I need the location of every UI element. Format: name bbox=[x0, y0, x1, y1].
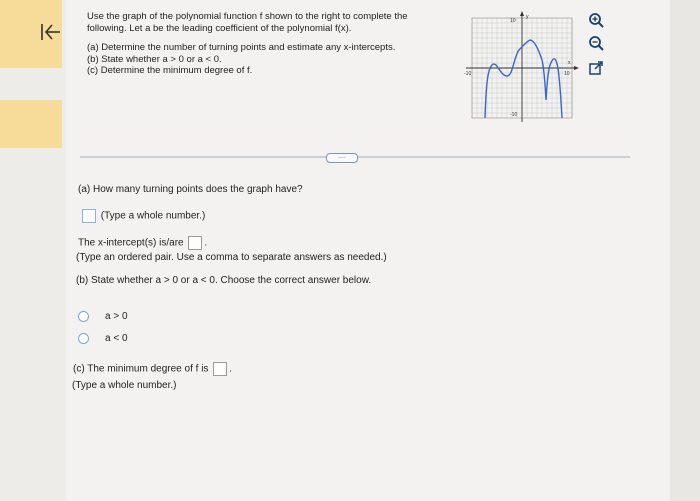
question-a-prompt: (a) How many turning points does the graph have? bbox=[78, 184, 303, 195]
turning-points-row bbox=[80, 209, 205, 223]
question-c-prompt: (c) The minimum degree of f is bbox=[73, 363, 209, 375]
problem-statement bbox=[87, 11, 447, 77]
polynomial-graph-svg bbox=[462, 10, 582, 122]
x-intercepts-input[interactable] bbox=[188, 236, 202, 250]
minimum-degree-input[interactable] bbox=[213, 362, 227, 376]
radio-button[interactable] bbox=[78, 311, 89, 322]
turning-points-input[interactable] bbox=[82, 209, 96, 223]
x-axis-label: x bbox=[568, 60, 571, 66]
question-b-prompt: (b) State whether a > 0 or a < 0. Choose the correct answer below. bbox=[76, 275, 372, 286]
x-intercepts-end: . bbox=[204, 237, 208, 249]
y-axis-label: y bbox=[526, 14, 529, 20]
option-label: a > 0 bbox=[105, 311, 128, 322]
intro-line-1: Use the graph of the polynomial function f shown to the right to complete the bbox=[87, 11, 408, 22]
x-intercepts-hint: (Type an ordered pair. Use a comma to separate answers as needed.) bbox=[76, 252, 387, 263]
graph-tools bbox=[586, 10, 610, 80]
first-page-icon[interactable] bbox=[38, 20, 64, 44]
x-max-label: 10 bbox=[564, 71, 570, 77]
task-c: (c) Determine the minimum degree of f. bbox=[87, 65, 253, 76]
x-min-label: -10 bbox=[464, 71, 472, 77]
radio-button[interactable] bbox=[78, 333, 89, 344]
task-a: (a) Determine the number of turning points and estimate any x-intercepts. bbox=[87, 42, 396, 53]
x-intercepts-row bbox=[78, 236, 207, 250]
zoom-out-icon[interactable] bbox=[586, 33, 606, 53]
question-c-end: . bbox=[229, 363, 232, 375]
x-intercepts-label: The x-intercept(s) is/are bbox=[78, 237, 184, 249]
option-a-positive[interactable] bbox=[78, 311, 128, 322]
expand-more-button[interactable]: .... bbox=[326, 153, 358, 163]
turning-points-hint: (Type a whole number.) bbox=[100, 210, 206, 222]
y-min-label: -10 bbox=[510, 112, 518, 118]
polynomial-graph bbox=[462, 10, 582, 122]
option-label: a < 0 bbox=[105, 333, 128, 344]
left-sidebar bbox=[0, 0, 70, 501]
option-a-negative[interactable] bbox=[78, 333, 128, 344]
task-b: (b) State whether a > 0 or a < 0. bbox=[87, 53, 222, 65]
sidebar-highlight-tab bbox=[0, 100, 62, 148]
question-c-hint: (Type a whole number.) bbox=[72, 380, 177, 391]
intro-line-2: following. Let a be the leading coefficient of the polynomial f(x). bbox=[87, 22, 352, 34]
external-link-icon[interactable] bbox=[586, 58, 606, 78]
degree-row bbox=[73, 362, 232, 376]
zoom-in-icon[interactable] bbox=[586, 10, 606, 30]
y-max-label: 10 bbox=[510, 18, 516, 24]
